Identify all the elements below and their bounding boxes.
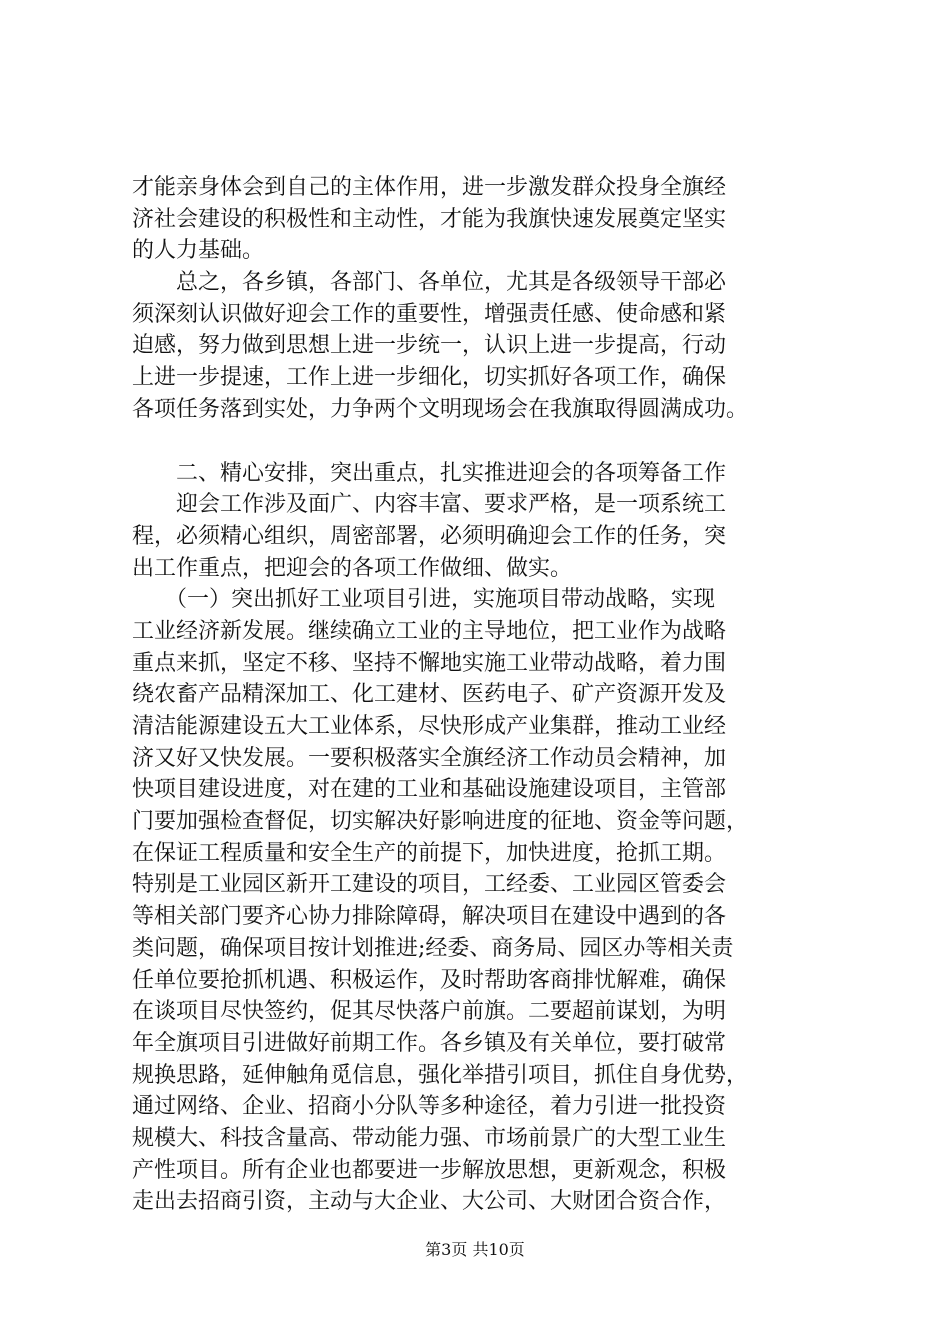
text-line: 在保证工程质量和安全生产的前提下，加快进度，抢抓工期。: [132, 840, 727, 866]
text-line: 须深刻认识做好迎会工作的重要性，增强责任感、使命感和紧: [132, 301, 727, 327]
text-line: 迫感，努力做到思想上进一步统一，认识上进一步提高，行动: [132, 333, 727, 359]
page-number-footer: 第3页 共10页: [425, 1240, 525, 1259]
text-line: 工业经济新发展。继续确立工业的主导地位，把工业作为战略: [132, 618, 727, 644]
text-line: 的人力基础。: [132, 238, 265, 264]
text-line: 清洁能源建设五大工业体系，尽快形成产业集群，推动工业经: [132, 714, 727, 739]
paragraph-1: [132, 172, 822, 267]
text-line: 门要加强检查督促，切实解决好影响进度的征地、资金等问题，: [132, 809, 749, 835]
text-line: 规换思路，延伸触角觅信息，强化举措引项目，抓住自身优势，: [132, 1062, 749, 1088]
text-line: 迎会工作涉及面广、内容丰富、要求严格，是一项系统工: [132, 492, 727, 518]
text-line: 各项任务落到实处，力争两个文明现场会在我旗取得圆满成功。: [132, 396, 749, 422]
section-heading: 二、精心安排，突出重点，扎实推进迎会的各项筹备工作: [132, 460, 727, 486]
text-line: 济又好又快发展。一要积极落实全旗经济工作动员会精神，加: [132, 745, 727, 771]
document-body: [132, 172, 822, 1218]
text-line: 上进一步提速，工作上进一步细化，切实抓好各项工作，确保: [132, 365, 727, 391]
text-line: 济社会建设的积极性和主动性，才能为我旗快速发展奠定坚实: [132, 206, 727, 232]
text-line: 特别是工业园区新开工建设的项目，工经委、工业园区管委会: [132, 872, 727, 898]
text-line: 等相关部门要齐心协力排除障碍，解决项目在建设中遇到的各: [132, 904, 727, 930]
text-line: 走出去招商引资，主动与大企业、大公司、大财团合资合作，: [132, 1189, 727, 1215]
text-line: （一）突出抓好工业项目引进，实施项目带动战略，实现: [132, 587, 716, 613]
text-line: 出工作重点，把迎会的各项工作做细、做实。: [132, 555, 573, 581]
text-line: 总之，各乡镇，各部门、各单位，尤其是各级领导干部必: [132, 270, 727, 296]
text-line: 任单位要抢抓机遇、积极运作，及时帮助客商排忧解难，确保: [132, 967, 727, 993]
text-line: 才能亲身体会到自己的主体作用，进一步激发群众投身全旗经: [132, 175, 727, 200]
text-line: 快项目建设进度，对在建的工业和基础设施建设项目，主管部: [132, 777, 727, 803]
paragraph-3: [132, 489, 822, 584]
text-line: 程，必须精心组织，周密部署，必须明确迎会工作的任务，突: [132, 523, 727, 549]
text-line: 重点来抓，坚定不移、坚持不懈地实施工业带动战略，着力围: [132, 650, 727, 676]
text-line: 类问题，确保项目按计划推进;经委、商务局、园区办等相关责: [132, 935, 734, 961]
text-line: 产性项目。所有企业也都要进一步解放思想，更新观念，积极: [132, 1157, 727, 1183]
text-line: 在谈项目尽快签约，促其尽快落户前旗。二要超前谋划，为明: [132, 999, 727, 1025]
paragraph-4: [132, 584, 822, 1218]
text-line: 通过网络、企业、招商小分队等多种途径，着力引进一批投资: [132, 1094, 727, 1120]
paragraph-2: [132, 267, 822, 425]
text-line: 规模大、科技含量高、带动能力强、市场前景广的大型工业生: [132, 1125, 727, 1151]
text-line: 绕农畜产品精深加工、化工建材、医药电子、矿产资源开发及: [132, 682, 727, 708]
text-line: 年全旗项目引进做好前期工作。各乡镇及有关单位，要打破常: [132, 1030, 727, 1056]
paragraph-gap: [132, 426, 822, 458]
